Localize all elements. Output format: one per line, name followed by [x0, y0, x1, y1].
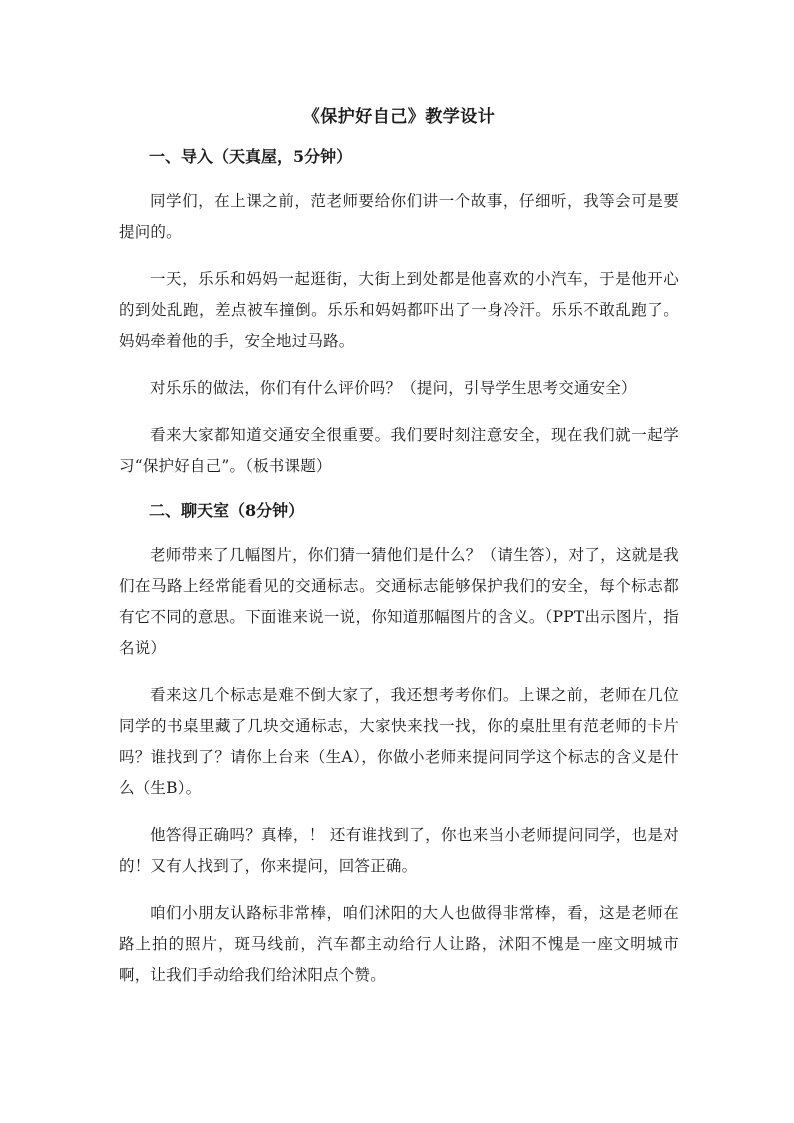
paragraph: 看来大家都知道交通安全很重要。我们要时刻注意安全，现在我们就一起学习“保护好自己”。（板书课题） [119, 426, 679, 475]
paragraph: 老师带来了几幅图片，你们猜一猜他们是什么？（请生答），对了，这就是我们在马路上经常能看见的交通标志。交通标志能够保护我们的安全，每个标志都有它不同的意思。下面谁来说一说，你知道那幅图片的含义。（PPT出示图片，指名说） [119, 546, 679, 657]
paragraph: 咱们小朋友认路标非常棒，咱们沭阳的大人也做得非常棒，看，这是老师在路上拍的照片，斑马线前，汽车都主动给行人让路，沭阳不愧是一座文明城市啊，让我们手动给我们给沭阳点个赞。 [119, 904, 679, 984]
section-heading-chatroom: 二、聊天室（8分钟） [149, 501, 305, 520]
document-body [119, 100, 679, 1007]
paragraph: 他答得正确吗？真棒，！ 还有谁找到了，你也来当小老师提问同学，也是对的！又有人找到了，你来提问，回答正确。 [119, 826, 679, 875]
paragraph: 看来这几个标志是难不倒大家了，我还想考考你们。上课之前，老师在几位同学的书桌里藏了几块交通标志，大家快来找一找，你的桌肚里有范老师的卡片吗？谁找到了？请你上台来（生A），你做小老师来提问同学这个标志的含义是什么（生B）。 [119, 686, 679, 797]
section-heading-intro: 一、导入（天真屋，5分钟） [149, 147, 353, 166]
paragraph: 一天，乐乐和妈妈一起逛街，大街上到处都是他喜欢的小汽车，于是他开心的到处乱跑，差点被车撞倒。乐乐和妈妈都吓出了一身冷汗。乐乐不敢乱跑了。妈妈牵着他的手，安全地过马路。 [119, 270, 679, 350]
paragraph: 对乐乐的做法，你们有什么评价吗？（提问，引导学生思考交通安全） [150, 379, 637, 397]
paragraph: 同学们，在上课之前，范老师要给你们讲一个故事，仔细听，我等会可是要提问的。 [119, 192, 679, 241]
document-title: 《保护好自己》教学设计 [302, 107, 496, 127]
